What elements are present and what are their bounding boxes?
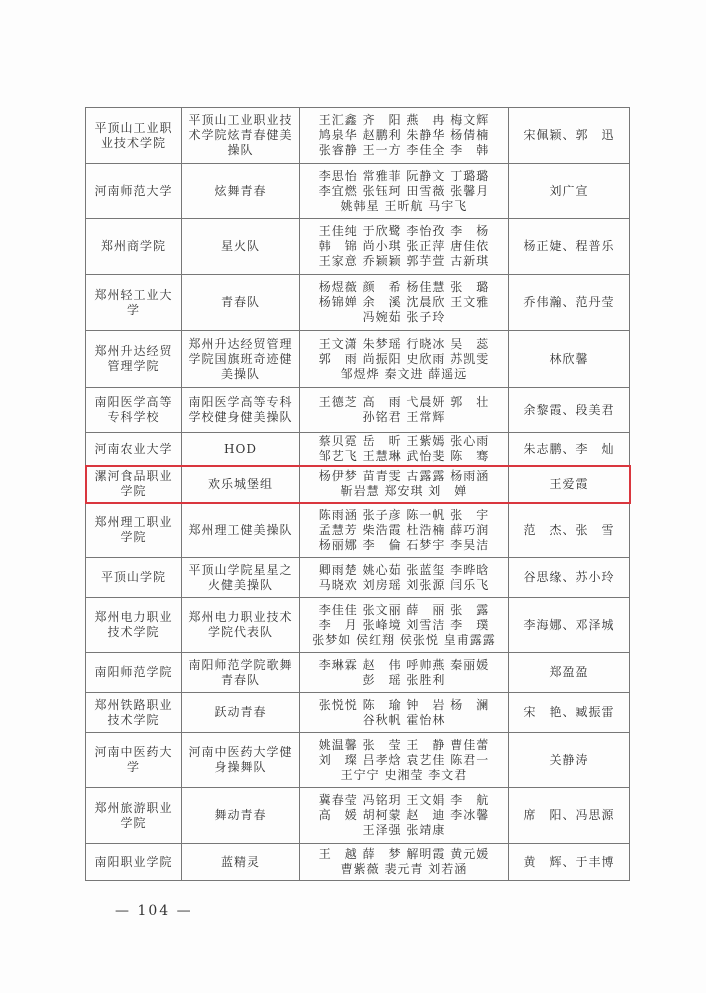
member-line: 姚韩星 王昕航 马宇飞: [340, 198, 468, 213]
school-cell: 郑州旅游职业学院: [86, 788, 182, 844]
team-cell: 平顶山学院星星之火健美操队: [182, 558, 300, 598]
team-cell: 星火队: [182, 219, 300, 275]
school-cell: 河南中医药大学: [86, 733, 182, 788]
table-row: [86, 844, 630, 881]
school-cell: 平顶山工业职业技术学院: [86, 108, 182, 164]
team-cell: 郑州理工健美操队: [182, 503, 300, 558]
coach-cell: 谷思缘、苏小玲: [509, 558, 630, 598]
table-row: [86, 733, 630, 788]
table-row: [86, 275, 630, 331]
school-cell: 平顶山学院: [86, 558, 182, 598]
member-line: 鸠泉华 赵鹏利 朱静华 杨倩楠: [318, 128, 490, 142]
member-line: 张梦如 侯红翔 侯张悦 皇甫露露: [312, 632, 496, 647]
team-cell: 欢乐城堡组: [182, 466, 300, 503]
member-line: 彭 瑶 张胜利: [362, 672, 446, 687]
coach-cell: 杨正婕、程普乐: [509, 219, 630, 275]
team-cell: 舞动青春: [182, 788, 300, 844]
members-cell: [300, 164, 509, 219]
coach-cell: 黄 辉、于丰博: [509, 844, 630, 881]
member-line: 李宜燃 张钰珂 田雪薇 张馨月: [318, 183, 490, 198]
coach-cell: 余黎霞、段美君: [509, 388, 630, 433]
members-cell: [300, 503, 509, 558]
member-line: 冀春莹 冯铭玥 王文娟 李 航: [318, 793, 490, 807]
table-row: [86, 653, 630, 693]
school-cell: 河南农业大学: [86, 433, 182, 466]
team-cell: HOD: [182, 433, 300, 466]
school-cell: 南阳职业学院: [86, 844, 182, 881]
member-line: 王文潇 朱梦瑶 行晓冰 吴 蕊: [318, 336, 490, 351]
member-line: 张悦悦 陈 瑜 钟 岩 杨 澜: [318, 697, 490, 712]
coach-cell: 宋 艳、臧振雷: [509, 693, 630, 733]
member-line: 郭 雨 尚振阳 史欣雨 苏凯雯: [318, 351, 490, 366]
table-row: [86, 503, 630, 558]
member-line: 李琳霖 赵 伟 呼帅燕 秦丽媛: [318, 657, 490, 672]
members-cell: [300, 331, 509, 388]
member-line: 张睿静 王一方 李佳全 李 韩: [318, 143, 490, 157]
coach-cell: 刘广宣: [509, 164, 630, 219]
member-line: 王 越 薛 梦 解明霞 黄元媛: [318, 847, 490, 861]
school-cell: 郑州电力职业技术学院: [86, 598, 182, 653]
member-line: 杨伊梦 苗青雯 古露露 杨雨涵: [318, 469, 490, 483]
team-cell: 南阳医学高等专科学校健身健美操队: [182, 388, 300, 433]
coach-cell: 席 阳、冯思源: [509, 788, 630, 844]
members-cell: [300, 693, 509, 733]
members-cell: [300, 433, 509, 466]
member-line: 刘 璨 吕孝焓 袁艺佳 陈君一: [318, 752, 490, 767]
members-cell: [300, 598, 509, 653]
school-cell: 南阳师范学院: [86, 653, 182, 693]
member-line: 谷秋帆 霍怡林: [362, 712, 446, 727]
member-line: 蔡贝霓 岳 昕 王紫嫣 张心雨: [318, 434, 490, 448]
team-cell: 青春队: [182, 275, 300, 331]
school-cell: 郑州升达经贸管理学院: [86, 331, 182, 388]
member-line: 杨丽娜 李 倫 石梦宇 李昊洁: [318, 537, 490, 552]
school-cell: 郑州轻工业大学: [86, 275, 182, 331]
member-line: 李佳佳 张文丽 薛 丽 张 露: [318, 602, 490, 617]
member-line: 靳岩慧 郑安琪 刘 婵: [340, 484, 468, 498]
member-line: 王家意 乔颖颖 郭芋萱 古新琪: [318, 254, 490, 268]
members-cell: [300, 733, 509, 788]
member-line: 邹艺飞 王慧琳 武怡斐 陈 骞: [318, 449, 490, 463]
table-row: [86, 108, 630, 164]
member-line: 高 媛 胡柯蒙 赵 迪 李冰馨: [318, 808, 490, 822]
coach-cell: 林欣馨: [509, 331, 630, 388]
table-row: [86, 693, 630, 733]
table-row: [86, 558, 630, 598]
coach-cell: 关静涛: [509, 733, 630, 788]
table-row: [86, 598, 630, 653]
coach-cell: 乔伟瀚、范丹莹: [509, 275, 630, 331]
member-line: 杨煜薇 颜 希 杨佳慧 张 璐: [318, 280, 490, 294]
member-line: 李思怡 常雅菲 阮静文 丁璐璐: [318, 168, 490, 183]
team-cell: 郑州升达经贸管理学院国旗班奇迹健美操队: [182, 331, 300, 388]
member-line: 王宁宁 史湘莹 李文君: [340, 767, 468, 782]
members-cell: [300, 788, 509, 844]
team-cell: 南阳师范学院歌舞青春队: [182, 653, 300, 693]
member-line: 韩 锦 尚小琪 张正萍 唐佳依: [318, 239, 490, 253]
member-line: 杨锦婵 余 溪 沈晨欣 王文雅: [318, 295, 490, 309]
members-cell: [300, 653, 509, 693]
member-line: 冯婉茹 张子玲: [362, 310, 446, 324]
members-cell: [300, 558, 509, 598]
coach-cell: 王爱霞: [509, 466, 630, 503]
team-cell: 蓝精灵: [182, 844, 300, 881]
school-cell: 郑州商学院: [86, 219, 182, 275]
table-row: [86, 219, 630, 275]
members-cell: [300, 275, 509, 331]
table-row: [86, 164, 630, 219]
table-row: [86, 331, 630, 388]
school-cell: 漯河食品职业学院: [86, 466, 182, 503]
award-table: [85, 107, 630, 881]
table-row-highlighted: [86, 466, 630, 503]
school-cell: 郑州铁路职业技术学院: [86, 693, 182, 733]
member-line: 王德芝 高 雨 弋晨妍 郭 壮: [318, 395, 490, 409]
coach-cell: 郑盈盈: [509, 653, 630, 693]
member-line: 姚温馨 张 莹 王 静 曹佳蕾: [318, 737, 490, 752]
team-cell: 炫舞青春: [182, 164, 300, 219]
table-row: [86, 388, 630, 433]
coach-cell: 李海娜、邓泽城: [509, 598, 630, 653]
member-line: 曹紫薇 裴元青 刘若涵: [340, 862, 468, 876]
school-cell: 南阳医学高等专科学校: [86, 388, 182, 433]
team-cell: 河南中医药大学健身操舞队: [182, 733, 300, 788]
member-line: 孙铭君 王常辉: [362, 410, 446, 424]
team-cell: 郑州电力职业技术学院代表队: [182, 598, 300, 653]
members-cell: [300, 108, 509, 164]
team-cell: 跃动青春: [182, 693, 300, 733]
members-cell: [300, 466, 509, 503]
school-cell: 河南师范大学: [86, 164, 182, 219]
coach-cell: 宋佩颖、郭 迅: [509, 108, 630, 164]
members-cell: [300, 844, 509, 881]
member-line: 陈雨涵 张子彦 陈一帆 张 宇: [318, 507, 490, 522]
page-number: — 104 —: [115, 903, 193, 919]
coach-cell: 朱志鹏、李 灿: [509, 433, 630, 466]
member-line: 孟慧芳 柴浩霞 杜浩楠 薛巧润: [318, 522, 490, 537]
member-line: 李 月 张峰境 刘雪洁 李 璞: [318, 617, 490, 632]
members-cell: [300, 219, 509, 275]
members-cell: [300, 388, 509, 433]
table-row: [86, 788, 630, 844]
table-row: [86, 433, 630, 466]
member-line: 王泽强 张靖康: [362, 823, 446, 837]
member-line: 马晓欢 刘房瑶 刘张源 闫乐飞: [318, 577, 490, 592]
school-cell: 郑州理工职业学院: [86, 503, 182, 558]
team-cell: 平顶山工业职业技术学院炫青春健美操队: [182, 108, 300, 164]
member-line: 王佳纯 于欣鹭 李怡孜 李 杨: [318, 224, 490, 238]
member-line: 王汇鑫 齐 阳 燕 冉 梅文辉: [318, 113, 490, 127]
coach-cell: 范 杰、张 雪: [509, 503, 630, 558]
member-line: 邹煜烨 秦文进 薛遥远: [340, 366, 468, 381]
member-line: 卿雨楚 姚心茹 张蓝玺 李晔晗: [318, 562, 490, 577]
